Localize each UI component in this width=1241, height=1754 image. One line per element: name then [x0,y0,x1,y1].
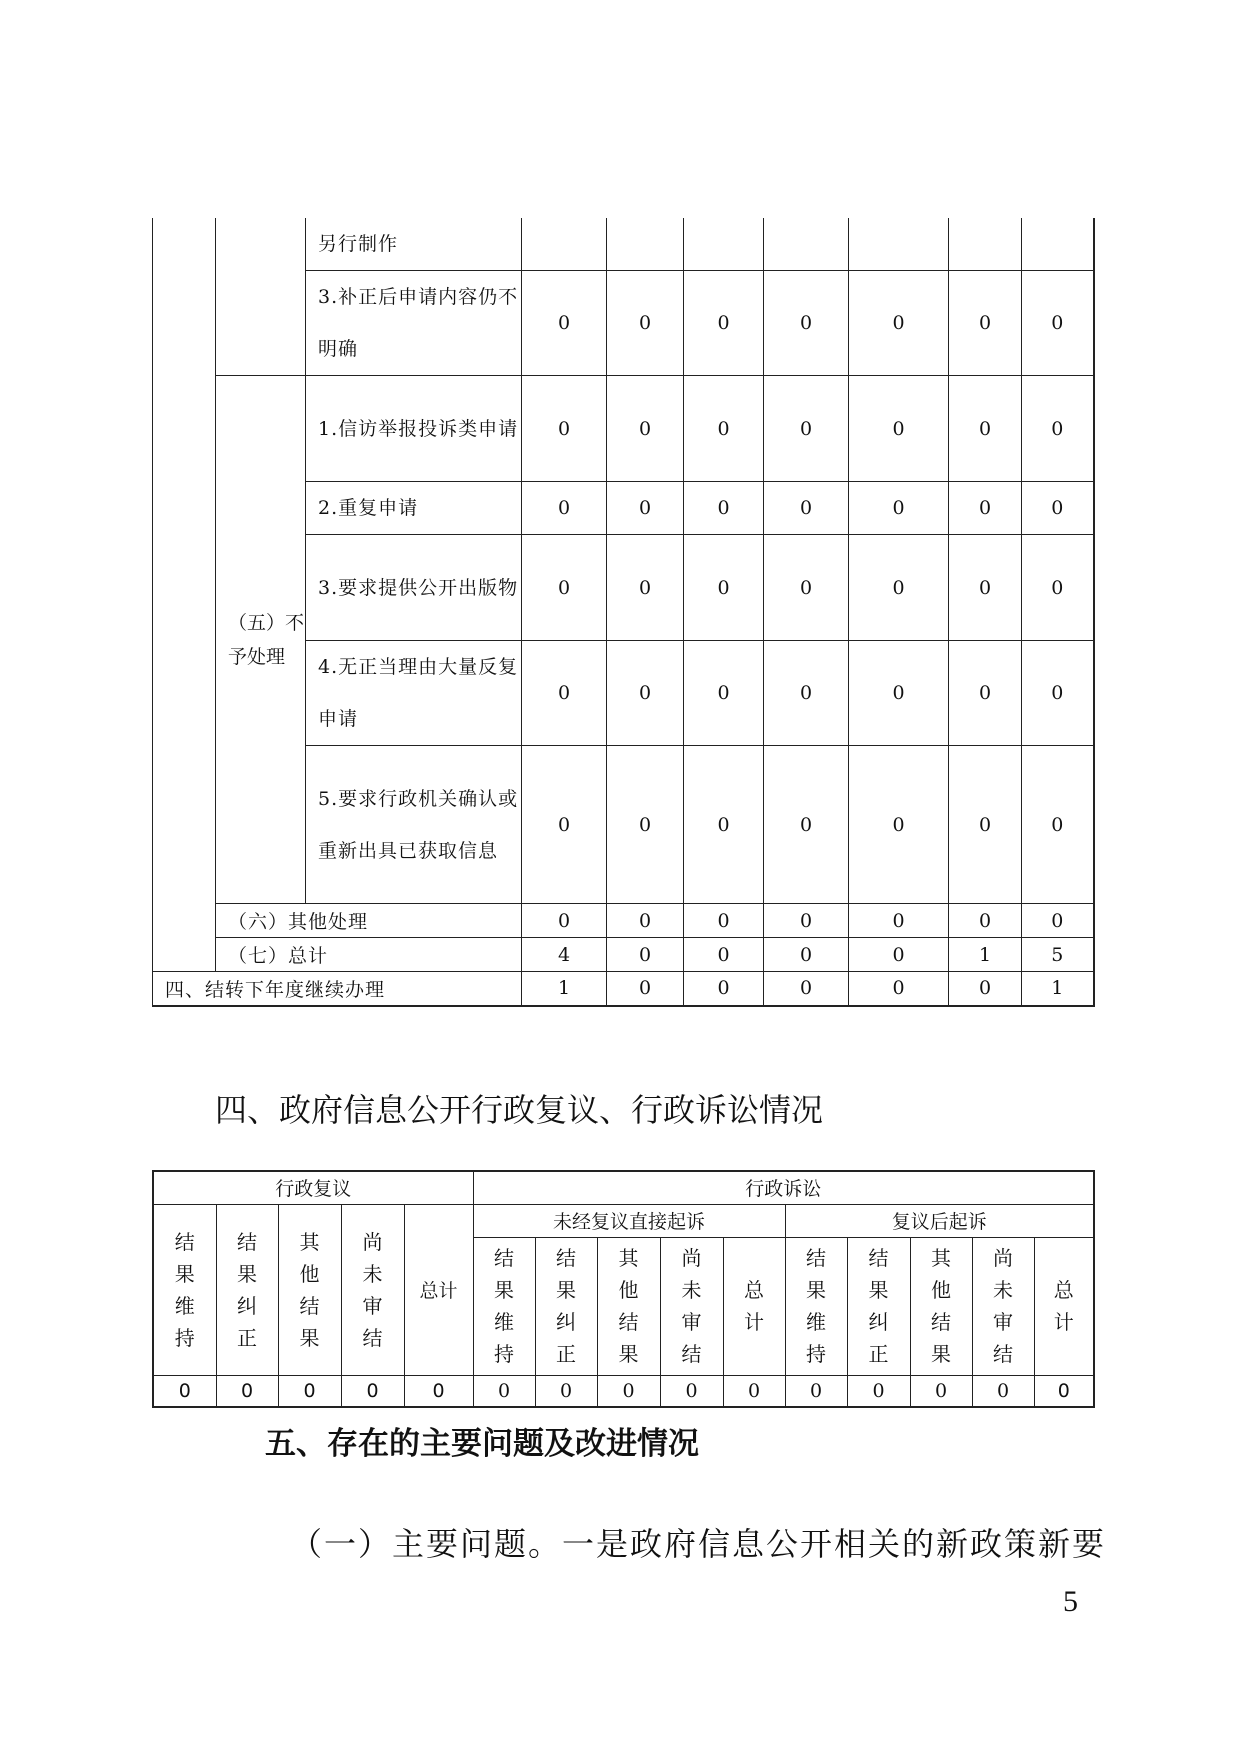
col-header: 总 计 [723,1237,785,1375]
cell: 0 [1022,641,1094,746]
cell: 0 [684,938,764,972]
row-label: 4.无正当理由大量反复申请 [306,641,522,746]
cell: 0 [849,938,949,972]
cell: 0 [607,938,684,972]
cell: 0 [522,904,607,938]
cell: 0 [684,972,764,1006]
cell: 0 [764,271,849,376]
cell: 0 [684,535,764,641]
table-row [153,972,1094,1006]
cell: 0 [1022,904,1094,938]
cell: 0 [278,1375,341,1407]
cell: 0 [684,271,764,376]
table-row [153,938,1094,972]
cell: 5 [1022,938,1094,972]
cell: 0 [607,972,684,1006]
cell: 0 [1022,535,1094,641]
cell: 0 [849,746,949,904]
cell: 0 [607,376,684,482]
header-direct: 未经复议直接起诉 [473,1204,785,1237]
cell: 0 [764,535,849,641]
col-header: 结 果 维 持 [785,1237,847,1375]
row-label: 3.要求提供公开出版物 [306,535,522,641]
col-header: 结 果 维 持 [153,1204,216,1375]
cell: 1 [949,938,1022,972]
table-row [153,376,1094,482]
col-header: 其 他 结 果 [278,1204,341,1375]
cell: 0 [949,641,1022,746]
cell: 0 [764,482,849,535]
cell: 0 [723,1375,785,1407]
cell: 0 [522,746,607,904]
col-header: 结 果 维 持 [473,1237,535,1375]
review-litigation-table [152,1170,1095,1408]
cell: 0 [684,904,764,938]
cell: 0 [949,376,1022,482]
row-label: 2.重复申请 [306,482,522,535]
cell: 0 [764,904,849,938]
header-after: 复议后起诉 [785,1204,1094,1237]
cell: 0 [1022,746,1094,904]
section-4-title: 四、政府信息公开行政复议、行政诉讼情况 [215,1091,824,1129]
cell: 0 [949,535,1022,641]
cell: 0 [597,1375,660,1407]
cell: 0 [764,746,849,904]
cell: 0 [764,972,849,1006]
cell: 0 [949,482,1022,535]
col-header: 尚 未 审 结 [660,1237,723,1375]
cell: 0 [949,904,1022,938]
cell: 0 [785,1375,847,1407]
cell: 1 [522,972,607,1006]
cell: 0 [847,1375,910,1407]
row-label: 5.要求行政机关确认或重新出具已获取信息 [306,746,522,904]
col-header: 其 他 结 果 [597,1237,660,1375]
col-header: 其 他 结 果 [910,1237,972,1375]
cell: 0 [764,376,849,482]
col-header: 尚 未 审 结 [972,1237,1034,1375]
cell: 0 [684,376,764,482]
cell: 0 [684,641,764,746]
col-header: 结 果 纠 正 [216,1204,278,1375]
cell: 0 [684,746,764,904]
cell: 0 [607,535,684,641]
cell: 0 [1022,482,1094,535]
paragraph: （一）主要问题。一是政府信息公开相关的新政策新要 [290,1525,1107,1563]
row-label: 3.补正后申请内容仍不明确 [306,271,522,376]
table-row [153,904,1094,938]
cell: 0 [607,641,684,746]
row-label: 1.信访举报投诉类申请 [306,376,522,482]
cell: 1 [1022,972,1094,1006]
category-label: （五）不予处理 [216,376,306,904]
cell: 4 [522,938,607,972]
cell: 0 [473,1375,535,1407]
header-litigation: 行政诉讼 [473,1171,1094,1204]
cell: 0 [972,1375,1034,1407]
cell: 0 [216,1375,278,1407]
table-row [153,218,1094,271]
cell: 0 [522,535,607,641]
row-label: （六）其他处理 [216,904,522,938]
cell: 0 [849,972,949,1006]
col-header: 总计 [404,1204,473,1375]
header-review: 行政复议 [153,1171,473,1204]
section-5-title: 五、存在的主要问题及改进情况 [265,1426,699,1462]
col-header: 尚 未 审 结 [341,1204,404,1375]
page-number: 5 [1063,1585,1078,1618]
cell: 0 [849,482,949,535]
cell: 0 [849,535,949,641]
col-header: 总 计 [1034,1237,1094,1375]
cell: 0 [910,1375,972,1407]
col-header: 结 果 纠 正 [535,1237,597,1375]
cell: 0 [1022,376,1094,482]
row-label: （七）总计 [216,938,522,972]
cell: 0 [849,641,949,746]
cell: 0 [153,1375,216,1407]
cell: 0 [1022,271,1094,376]
cell: 0 [607,746,684,904]
cell: 0 [684,482,764,535]
cell: 0 [607,904,684,938]
cell: 0 [849,376,949,482]
cell: 0 [607,271,684,376]
cell: 0 [522,641,607,746]
cell: 0 [341,1375,404,1407]
cell: 0 [535,1375,597,1407]
application-handling-table [152,218,1095,1007]
cell: 0 [522,376,607,482]
cell: 0 [764,938,849,972]
cell: 0 [849,904,949,938]
cell: 0 [522,482,607,535]
row-label: 四、结转下年度继续办理 [153,972,522,1006]
cell: 0 [607,482,684,535]
cell: 0 [949,271,1022,376]
cell: 0 [522,271,607,376]
cell: 0 [1034,1375,1094,1407]
cell: 0 [849,271,949,376]
cell: 0 [949,972,1022,1006]
col-header: 结 果 纠 正 [847,1237,910,1375]
cell: 0 [660,1375,723,1407]
row-label: 另行制作 [306,218,522,271]
cell: 0 [949,746,1022,904]
cell: 0 [764,641,849,746]
cell: 0 [404,1375,473,1407]
